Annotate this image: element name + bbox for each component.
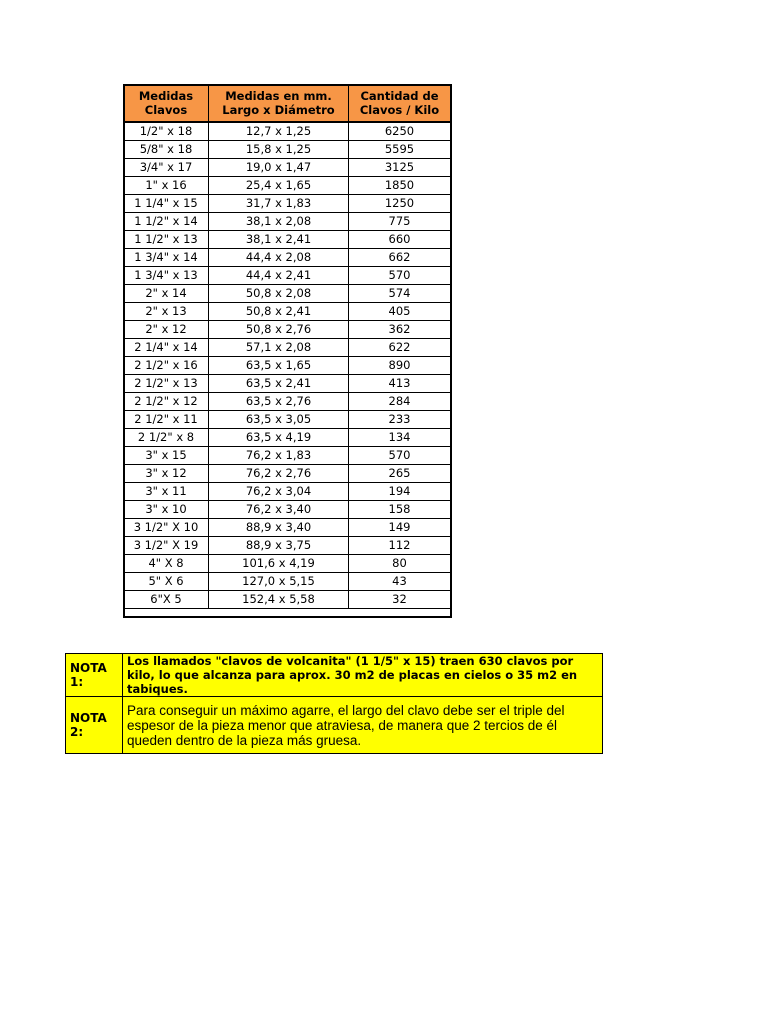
cell-nails-per-kilo: 3125: [349, 159, 451, 177]
cell-nails-per-kilo: 1250: [349, 195, 451, 213]
cell-nail-size: 1 3/4" x 14: [124, 249, 209, 267]
table-row: [124, 537, 451, 555]
table-header-row: [124, 85, 451, 123]
cell-mm-size: 88,9 x 3,40: [209, 519, 349, 537]
column-header-nails-per-kilo: Cantidad de Clavos / Kilo: [349, 85, 451, 123]
table-body: [124, 122, 451, 609]
cell-mm-size: 63,5 x 4,19: [209, 429, 349, 447]
cell-mm-size: 12,7 x 1,25: [209, 122, 349, 141]
cell-nails-per-kilo: 134: [349, 429, 451, 447]
cell-nails-per-kilo: 6250: [349, 122, 451, 141]
cell-mm-size: 15,8 x 1,25: [209, 141, 349, 159]
table-row: [124, 303, 451, 321]
cell-mm-size: 50,8 x 2,41: [209, 303, 349, 321]
cell-nails-per-kilo: 362: [349, 321, 451, 339]
note-row: [66, 697, 603, 754]
cell-mm-size: 63,5 x 3,05: [209, 411, 349, 429]
table-row: [124, 195, 451, 213]
cell-nail-size: 2 1/2" x 13: [124, 375, 209, 393]
cell-mm-size: 57,1 x 2,08: [209, 339, 349, 357]
cell-mm-size: 31,7 x 1,83: [209, 195, 349, 213]
cell-nail-size: 1 1/4" x 15: [124, 195, 209, 213]
cell-mm-size: 63,5 x 2,41: [209, 375, 349, 393]
cell-nail-size: 1 1/2" x 13: [124, 231, 209, 249]
cell-nail-size: 1" x 16: [124, 177, 209, 195]
table-row: [124, 357, 451, 375]
cell-mm-size: 63,5 x 1,65: [209, 357, 349, 375]
cell-nail-size: 3 1/2" X 19: [124, 537, 209, 555]
cell-mm-size: 88,9 x 3,75: [209, 537, 349, 555]
note-1-label: NOTA 1:: [66, 654, 123, 697]
cell-nails-per-kilo: 570: [349, 267, 451, 285]
cell-nail-size: 3/4" x 17: [124, 159, 209, 177]
table-row: [124, 501, 451, 519]
cell-nail-size: 2 1/2" x 11: [124, 411, 209, 429]
cell-nails-per-kilo: 149: [349, 519, 451, 537]
cell-mm-size: 152,4 x 5,58: [209, 591, 349, 609]
cell-nails-per-kilo: 284: [349, 393, 451, 411]
cell-nails-per-kilo: 662: [349, 249, 451, 267]
note-1-text: Los llamados "clavos de volcanita" (1 1/5" x 15) traen 630 clavos por kilo, lo que alcanza para aprox. 30 m2 de placas en cielos o 35 m2 en tabiques.: [123, 654, 603, 697]
table-row: [124, 231, 451, 249]
cell-mm-size: 50,8 x 2,08: [209, 285, 349, 303]
cell-nail-size: 3" x 10: [124, 501, 209, 519]
cell-nails-per-kilo: 5595: [349, 141, 451, 159]
nails-table: [123, 84, 451, 609]
note-2-text: Para conseguir un máximo agarre, el largo del clavo debe ser el triple del espesor de la pieza menor que atraviesa, de manera que 2 tercios de él queden dentro de la pieza más gruesa.: [123, 697, 603, 754]
table-row: [124, 339, 451, 357]
note-row: [66, 654, 603, 697]
cell-nail-size: 2 1/2" x 8: [124, 429, 209, 447]
cell-nails-per-kilo: 622: [349, 339, 451, 357]
table-row: [124, 465, 451, 483]
cell-nails-per-kilo: 80: [349, 555, 451, 573]
cell-nail-size: 2" x 14: [124, 285, 209, 303]
table-row: [124, 159, 451, 177]
cell-nail-size: 2 1/2" x 12: [124, 393, 209, 411]
cell-nail-size: 1 3/4" x 13: [124, 267, 209, 285]
cell-mm-size: 44,4 x 2,41: [209, 267, 349, 285]
table-row: [124, 519, 451, 537]
cell-mm-size: 38,1 x 2,41: [209, 231, 349, 249]
cell-nails-per-kilo: 1850: [349, 177, 451, 195]
cell-mm-size: 101,6 x 4,19: [209, 555, 349, 573]
cell-nail-size: 3 1/2" X 10: [124, 519, 209, 537]
cell-nails-per-kilo: 265: [349, 465, 451, 483]
table-row: [124, 177, 451, 195]
cell-nails-per-kilo: 413: [349, 375, 451, 393]
table-row: [124, 267, 451, 285]
table-row: [124, 141, 451, 159]
cell-nails-per-kilo: 32: [349, 591, 451, 609]
cell-nails-per-kilo: 574: [349, 285, 451, 303]
cell-nail-size: 5" X 6: [124, 573, 209, 591]
cell-nail-size: 4" X 8: [124, 555, 209, 573]
cell-mm-size: 76,2 x 3,40: [209, 501, 349, 519]
table-row: [124, 555, 451, 573]
cell-nail-size: 2" x 13: [124, 303, 209, 321]
notes-table: [65, 653, 603, 754]
cell-nails-per-kilo: 890: [349, 357, 451, 375]
cell-nail-size: 1/2" x 18: [124, 122, 209, 141]
cell-mm-size: 76,2 x 1,83: [209, 447, 349, 465]
table-row: [124, 483, 451, 501]
cell-nails-per-kilo: 660: [349, 231, 451, 249]
cell-mm-size: 25,4 x 1,65: [209, 177, 349, 195]
note-2-label: NOTA 2:: [66, 697, 123, 754]
cell-nail-size: 2 1/2" x 16: [124, 357, 209, 375]
cell-nail-size: 2 1/4" x 14: [124, 339, 209, 357]
table-row: [124, 573, 451, 591]
table-row: [124, 375, 451, 393]
cell-mm-size: 38,1 x 2,08: [209, 213, 349, 231]
column-header-nail-size: Medidas Clavos: [124, 85, 209, 123]
cell-nail-size: 3" x 15: [124, 447, 209, 465]
table-row: [124, 321, 451, 339]
cell-nail-size: 6"X 5: [124, 591, 209, 609]
cell-nails-per-kilo: 775: [349, 213, 451, 231]
cell-nails-per-kilo: 570: [349, 447, 451, 465]
cell-mm-size: 76,2 x 2,76: [209, 465, 349, 483]
cell-nail-size: 3" x 11: [124, 483, 209, 501]
cell-nails-per-kilo: 158: [349, 501, 451, 519]
cell-mm-size: 76,2 x 3,04: [209, 483, 349, 501]
cell-nails-per-kilo: 43: [349, 573, 451, 591]
cell-nail-size: 1 1/2" x 14: [124, 213, 209, 231]
cell-nails-per-kilo: 194: [349, 483, 451, 501]
cell-mm-size: 63,5 x 2,76: [209, 393, 349, 411]
cell-nail-size: 3" x 12: [124, 465, 209, 483]
cell-mm-size: 127,0 x 5,15: [209, 573, 349, 591]
table-row: [124, 213, 451, 231]
table-row: [124, 429, 451, 447]
column-header-mm-size: Medidas en mm. Largo x Diámetro: [209, 85, 349, 123]
cell-mm-size: 44,4 x 2,08: [209, 249, 349, 267]
table-row: [124, 249, 451, 267]
table-row: [124, 447, 451, 465]
table-row: [124, 285, 451, 303]
table-row: [124, 393, 451, 411]
table-row: [124, 591, 451, 609]
cell-nail-size: 2" x 12: [124, 321, 209, 339]
cell-nails-per-kilo: 112: [349, 537, 451, 555]
cell-nails-per-kilo: 233: [349, 411, 451, 429]
cell-nails-per-kilo: 405: [349, 303, 451, 321]
cell-mm-size: 50,8 x 2,76: [209, 321, 349, 339]
cell-mm-size: 19,0 x 1,47: [209, 159, 349, 177]
cell-nail-size: 5/8" x 18: [124, 141, 209, 159]
table-row: [124, 411, 451, 429]
table-row: [124, 122, 451, 141]
